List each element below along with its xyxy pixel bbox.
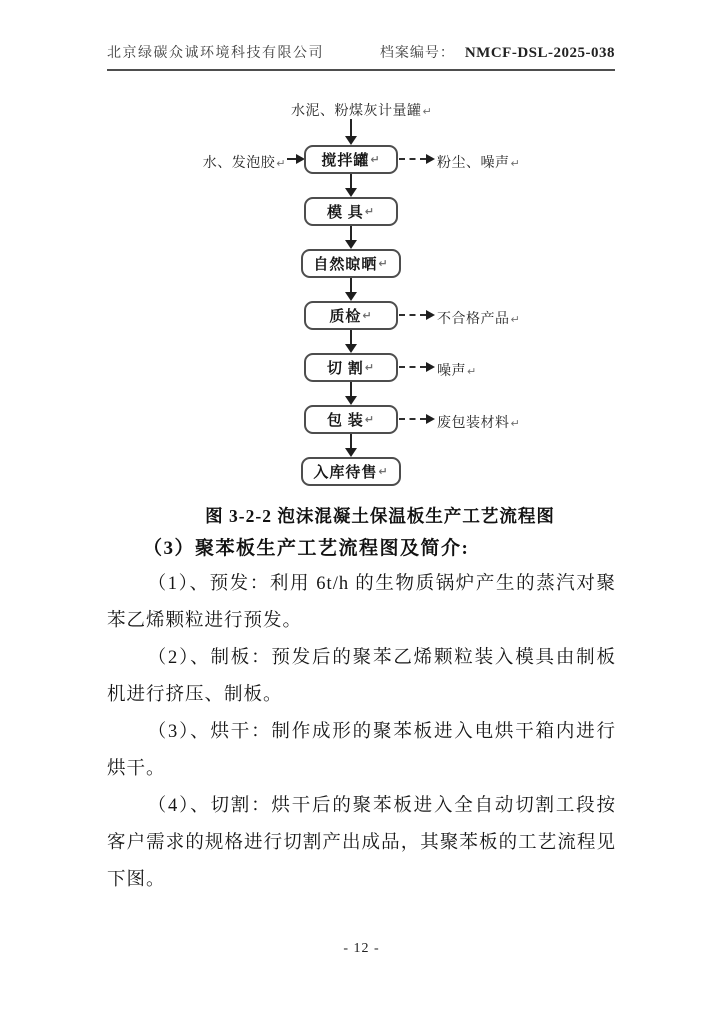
body-paragraph: （4）、切割：烘干后的聚苯板进入全自动切割工段按客户需求的规格进行切割产出成品，其聚苯板的工艺流程见下图。 bbox=[107, 796, 616, 890]
return-mark-icon: ↵ bbox=[378, 257, 389, 270]
arrow-line bbox=[350, 119, 352, 137]
arrow-head-icon bbox=[426, 362, 435, 372]
arrow-head-icon bbox=[426, 154, 435, 164]
flow-step-quality-check bbox=[304, 301, 398, 330]
return-mark-icon: ↵ bbox=[364, 361, 375, 374]
body-paragraph: （3）、烘干：制作成形的聚苯板进入电烘干箱内进行烘干。 bbox=[107, 722, 616, 779]
return-mark-icon: ↵ bbox=[422, 105, 433, 118]
flow-output-text: 废包装材料 bbox=[437, 416, 510, 431]
arrow-head-icon bbox=[426, 310, 435, 320]
return-mark-icon: ↵ bbox=[510, 417, 521, 430]
flow-step-label: 切 割 bbox=[327, 361, 364, 377]
flow-step-packaging bbox=[304, 405, 398, 434]
return-mark-icon: ↵ bbox=[510, 313, 521, 326]
flow-source-text: 水泥、粉煤灰计量罐 bbox=[291, 104, 422, 119]
flow-step-label: 质检 bbox=[329, 309, 362, 325]
flow-step-storage-sale bbox=[301, 457, 401, 486]
arrow-head-icon bbox=[345, 344, 357, 353]
flow-step-label: 自然晾晒 bbox=[313, 257, 378, 273]
flow-step-natural-drying bbox=[301, 249, 401, 278]
return-mark-icon: ↵ bbox=[276, 157, 286, 170]
flow-input-text: 水、发泡胶 bbox=[202, 156, 276, 171]
flow-input-label bbox=[196, 152, 286, 172]
flow-step-label: 入库待售 bbox=[313, 465, 378, 481]
body-text bbox=[107, 533, 616, 899]
arrow-head-icon bbox=[345, 396, 357, 405]
figure-caption: 图 3-2-2 泡沫混凝土保温板生产工艺流程图 bbox=[205, 506, 555, 526]
flow-output-waste-packaging bbox=[437, 412, 520, 432]
flow-step-label: 模 具 bbox=[327, 205, 364, 221]
return-mark-icon: ↵ bbox=[362, 309, 373, 322]
arrow-line bbox=[350, 278, 352, 293]
archive-number: NMCF-DSL-2025-038 bbox=[464, 45, 615, 61]
flow-output-dust-noise bbox=[437, 152, 520, 172]
flow-output-text: 噪声 bbox=[437, 364, 466, 379]
arrow-head-icon bbox=[426, 414, 435, 424]
flow-source-label bbox=[291, 100, 432, 120]
flow-step-cutting bbox=[304, 353, 398, 382]
flow-output-rejects bbox=[437, 308, 520, 328]
arrow-head-icon bbox=[345, 240, 357, 249]
return-mark-icon: ↵ bbox=[510, 157, 521, 170]
section-heading: （3）聚苯板生产工艺流程图及简介: bbox=[143, 538, 470, 559]
flow-step-label: 搅拌罐 bbox=[321, 153, 370, 169]
page-number: - 12 - bbox=[343, 941, 380, 956]
arrow-line bbox=[350, 226, 352, 241]
archive-label: 档案编号： bbox=[379, 46, 455, 61]
dashed-arrow-line bbox=[399, 158, 426, 160]
dashed-arrow-line bbox=[399, 366, 426, 368]
body-paragraph: （1）、预发：利用 6t/h 的生物质锅炉产生的蒸汽对聚苯乙烯颗粒进行预发。 bbox=[107, 574, 616, 631]
body-paragraph: （2）、制板：预发后的聚苯乙烯颗粒装入模具由制板机进行挤压、制板。 bbox=[107, 648, 616, 705]
company-name: 北京绿碳众诚环境科技有限公司 bbox=[107, 46, 324, 61]
flow-output-noise bbox=[437, 360, 477, 380]
arrow-head-icon bbox=[345, 136, 357, 145]
return-mark-icon: ↵ bbox=[378, 465, 389, 478]
arrow-line bbox=[350, 174, 352, 189]
flow-step-mixing-tank bbox=[304, 145, 398, 174]
arrow-head-icon bbox=[345, 448, 357, 457]
return-mark-icon: ↵ bbox=[370, 153, 381, 166]
return-mark-icon: ↵ bbox=[364, 205, 375, 218]
flow-output-text: 不合格产品 bbox=[437, 312, 510, 327]
flow-step-label: 包 装 bbox=[327, 413, 364, 429]
flow-step-mold bbox=[304, 197, 398, 226]
arrow-line bbox=[350, 330, 352, 345]
dashed-arrow-line bbox=[399, 314, 426, 316]
arrow-line bbox=[350, 434, 352, 449]
dashed-arrow-line bbox=[399, 418, 426, 420]
arrow-line bbox=[350, 382, 352, 397]
flow-output-text: 粉尘、噪声 bbox=[437, 156, 510, 171]
return-mark-icon: ↵ bbox=[467, 365, 477, 378]
arrow-head-icon bbox=[345, 292, 357, 301]
return-mark-icon: ↵ bbox=[364, 413, 375, 426]
arrow-head-icon bbox=[345, 188, 357, 197]
